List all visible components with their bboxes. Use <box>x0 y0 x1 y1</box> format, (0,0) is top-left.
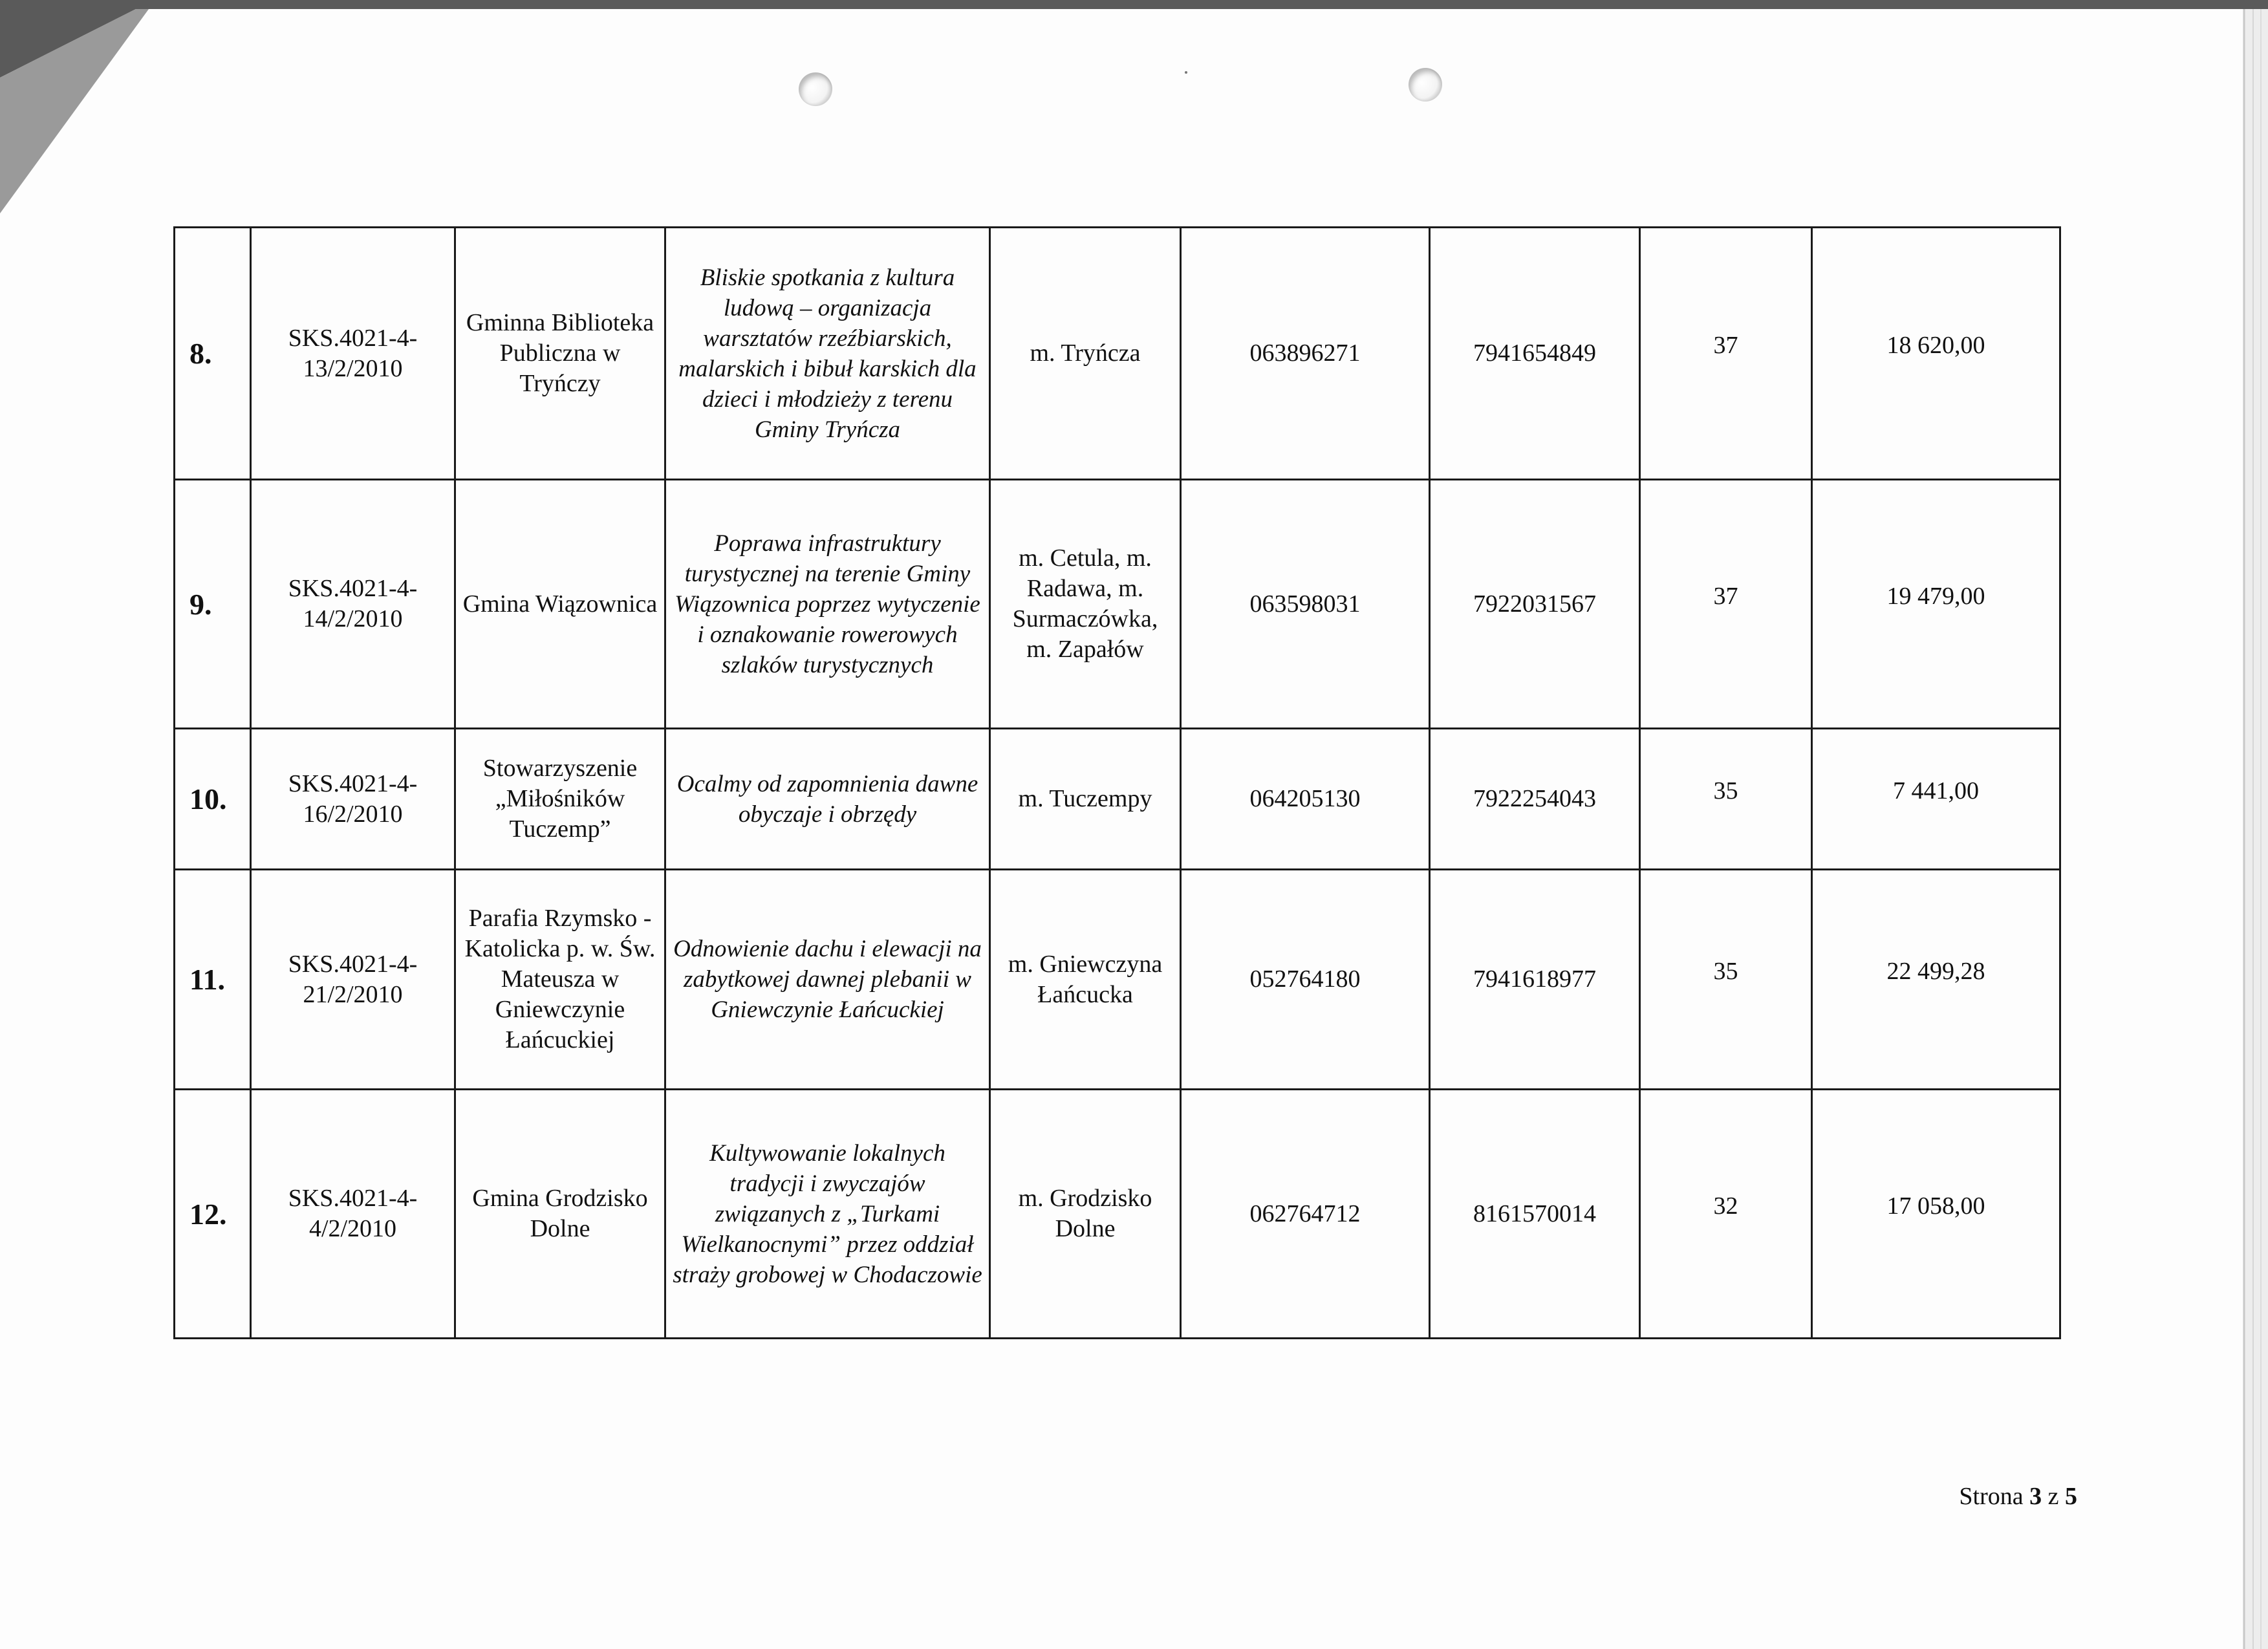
nip-number: 7941618977 <box>1430 870 1640 1090</box>
total-pages: 5 <box>2065 1483 2077 1510</box>
table-row <box>175 729 2060 870</box>
page-label: Strona <box>1959 1483 2024 1510</box>
table-row <box>175 1090 2060 1339</box>
current-page: 3 <box>2029 1483 2042 1510</box>
place: m. Tryńcza <box>990 228 1181 480</box>
page-footer <box>1959 1482 2077 1511</box>
place: m. Grodzisko Dolne <box>990 1090 1181 1339</box>
amount <box>1812 870 2060 1090</box>
case-sign: SKS.4021-4-21/2/2010 <box>251 870 455 1090</box>
amount-value: 22 499,28 <box>1886 958 1985 985</box>
points <box>1640 729 1812 870</box>
nip-number: 7941654849 <box>1430 228 1640 480</box>
regon-number: 052764180 <box>1181 870 1430 1090</box>
regon-number: 063896271 <box>1181 228 1430 480</box>
beneficiary-name: Gmina Grodzisko Dolne <box>455 1090 665 1339</box>
points-value: 35 <box>1713 777 1738 804</box>
points-value: 37 <box>1713 332 1738 359</box>
beneficiary-name: Stowarzyszenie „Miłośników Tuczemp” <box>455 729 665 870</box>
punch-hole-left <box>799 72 832 106</box>
operation-title: Kultywowanie lokalnych tradycji i zwyczajów związanych z „Turkami Wielkanocnymi” przez oddział straży grobowej w Chodaczowie <box>665 1090 990 1339</box>
table-row <box>175 870 2060 1090</box>
amount-value: 18 620,00 <box>1886 332 1985 359</box>
row-number: 9. <box>175 480 251 729</box>
points-value: 35 <box>1713 958 1738 985</box>
case-sign: SKS.4021-4-13/2/2010 <box>251 228 455 480</box>
nip-number: 7922031567 <box>1430 480 1640 729</box>
points-value: 37 <box>1713 582 1738 610</box>
amount <box>1812 729 2060 870</box>
amount <box>1812 1090 2060 1339</box>
case-sign: SKS.4021-4-4/2/2010 <box>251 1090 455 1339</box>
regon-number: 064205130 <box>1181 729 1430 870</box>
beneficiary-name: Gminna Biblioteka Publiczna w Tryńczy <box>455 228 665 480</box>
amount-value: 19 479,00 <box>1886 582 1985 610</box>
row-number: 12. <box>175 1090 251 1339</box>
place: m. Cetula, m. Radawa, m. Surmaczówka, m. Zapałów <box>990 480 1181 729</box>
regon-number: 062764712 <box>1181 1090 1430 1339</box>
row-number: 8. <box>175 228 251 480</box>
nip-number: 8161570014 <box>1430 1090 1640 1339</box>
nip-number: 7922254043 <box>1430 729 1640 870</box>
points <box>1640 480 1812 729</box>
case-sign: SKS.4021-4-16/2/2010 <box>251 729 455 870</box>
points <box>1640 228 1812 480</box>
regon-number: 063598031 <box>1181 480 1430 729</box>
row-number: 11. <box>175 870 251 1090</box>
place: m. Tuczempy <box>990 729 1181 870</box>
page-edge-right <box>2244 9 2268 1649</box>
operation-title: Poprawa infrastruktury turystycznej na terenie Gminy Wiązownica poprzez wytyczenie i oznakowanie rowerowych szlaków turystycznych <box>665 480 990 729</box>
table-row <box>175 228 2060 480</box>
page-separator: z <box>2047 1483 2059 1510</box>
place: m. Gniewczyna Łańcucka <box>990 870 1181 1090</box>
table-row <box>175 480 2060 729</box>
punch-hole-right <box>1409 68 1442 102</box>
points <box>1640 870 1812 1090</box>
operation-title: Ocalmy od zapomnienia dawne obyczaje i obrzędy <box>665 729 990 870</box>
beneficiary-name: Parafia Rzymsko - Katolicka p. w. Św. Mateusza w Gniewczynie Łańcuckiej <box>455 870 665 1090</box>
amount <box>1812 228 2060 480</box>
operation-title: Odnowienie dachu i elewacji na zabytkowej dawnej plebanii w Gniewczynie Łańcuckiej <box>665 870 990 1090</box>
amount-value: 17 058,00 <box>1886 1192 1985 1220</box>
case-sign: SKS.4021-4-14/2/2010 <box>251 480 455 729</box>
points <box>1640 1090 1812 1339</box>
beneficiary-name: Gmina Wiązownica <box>455 480 665 729</box>
row-number: 10. <box>175 729 251 870</box>
points-value: 32 <box>1713 1192 1738 1220</box>
operation-title: Bliskie spotkania z kultura ludową – organizacja warsztatów rzeźbiarskich, malarskich i bibuł karskich dla dzieci i młodzieży z terenu Gminy Tryńcza <box>665 228 990 480</box>
records-table <box>173 226 2061 1339</box>
amount <box>1812 480 2060 729</box>
amount-value: 7 441,00 <box>1893 777 1979 804</box>
